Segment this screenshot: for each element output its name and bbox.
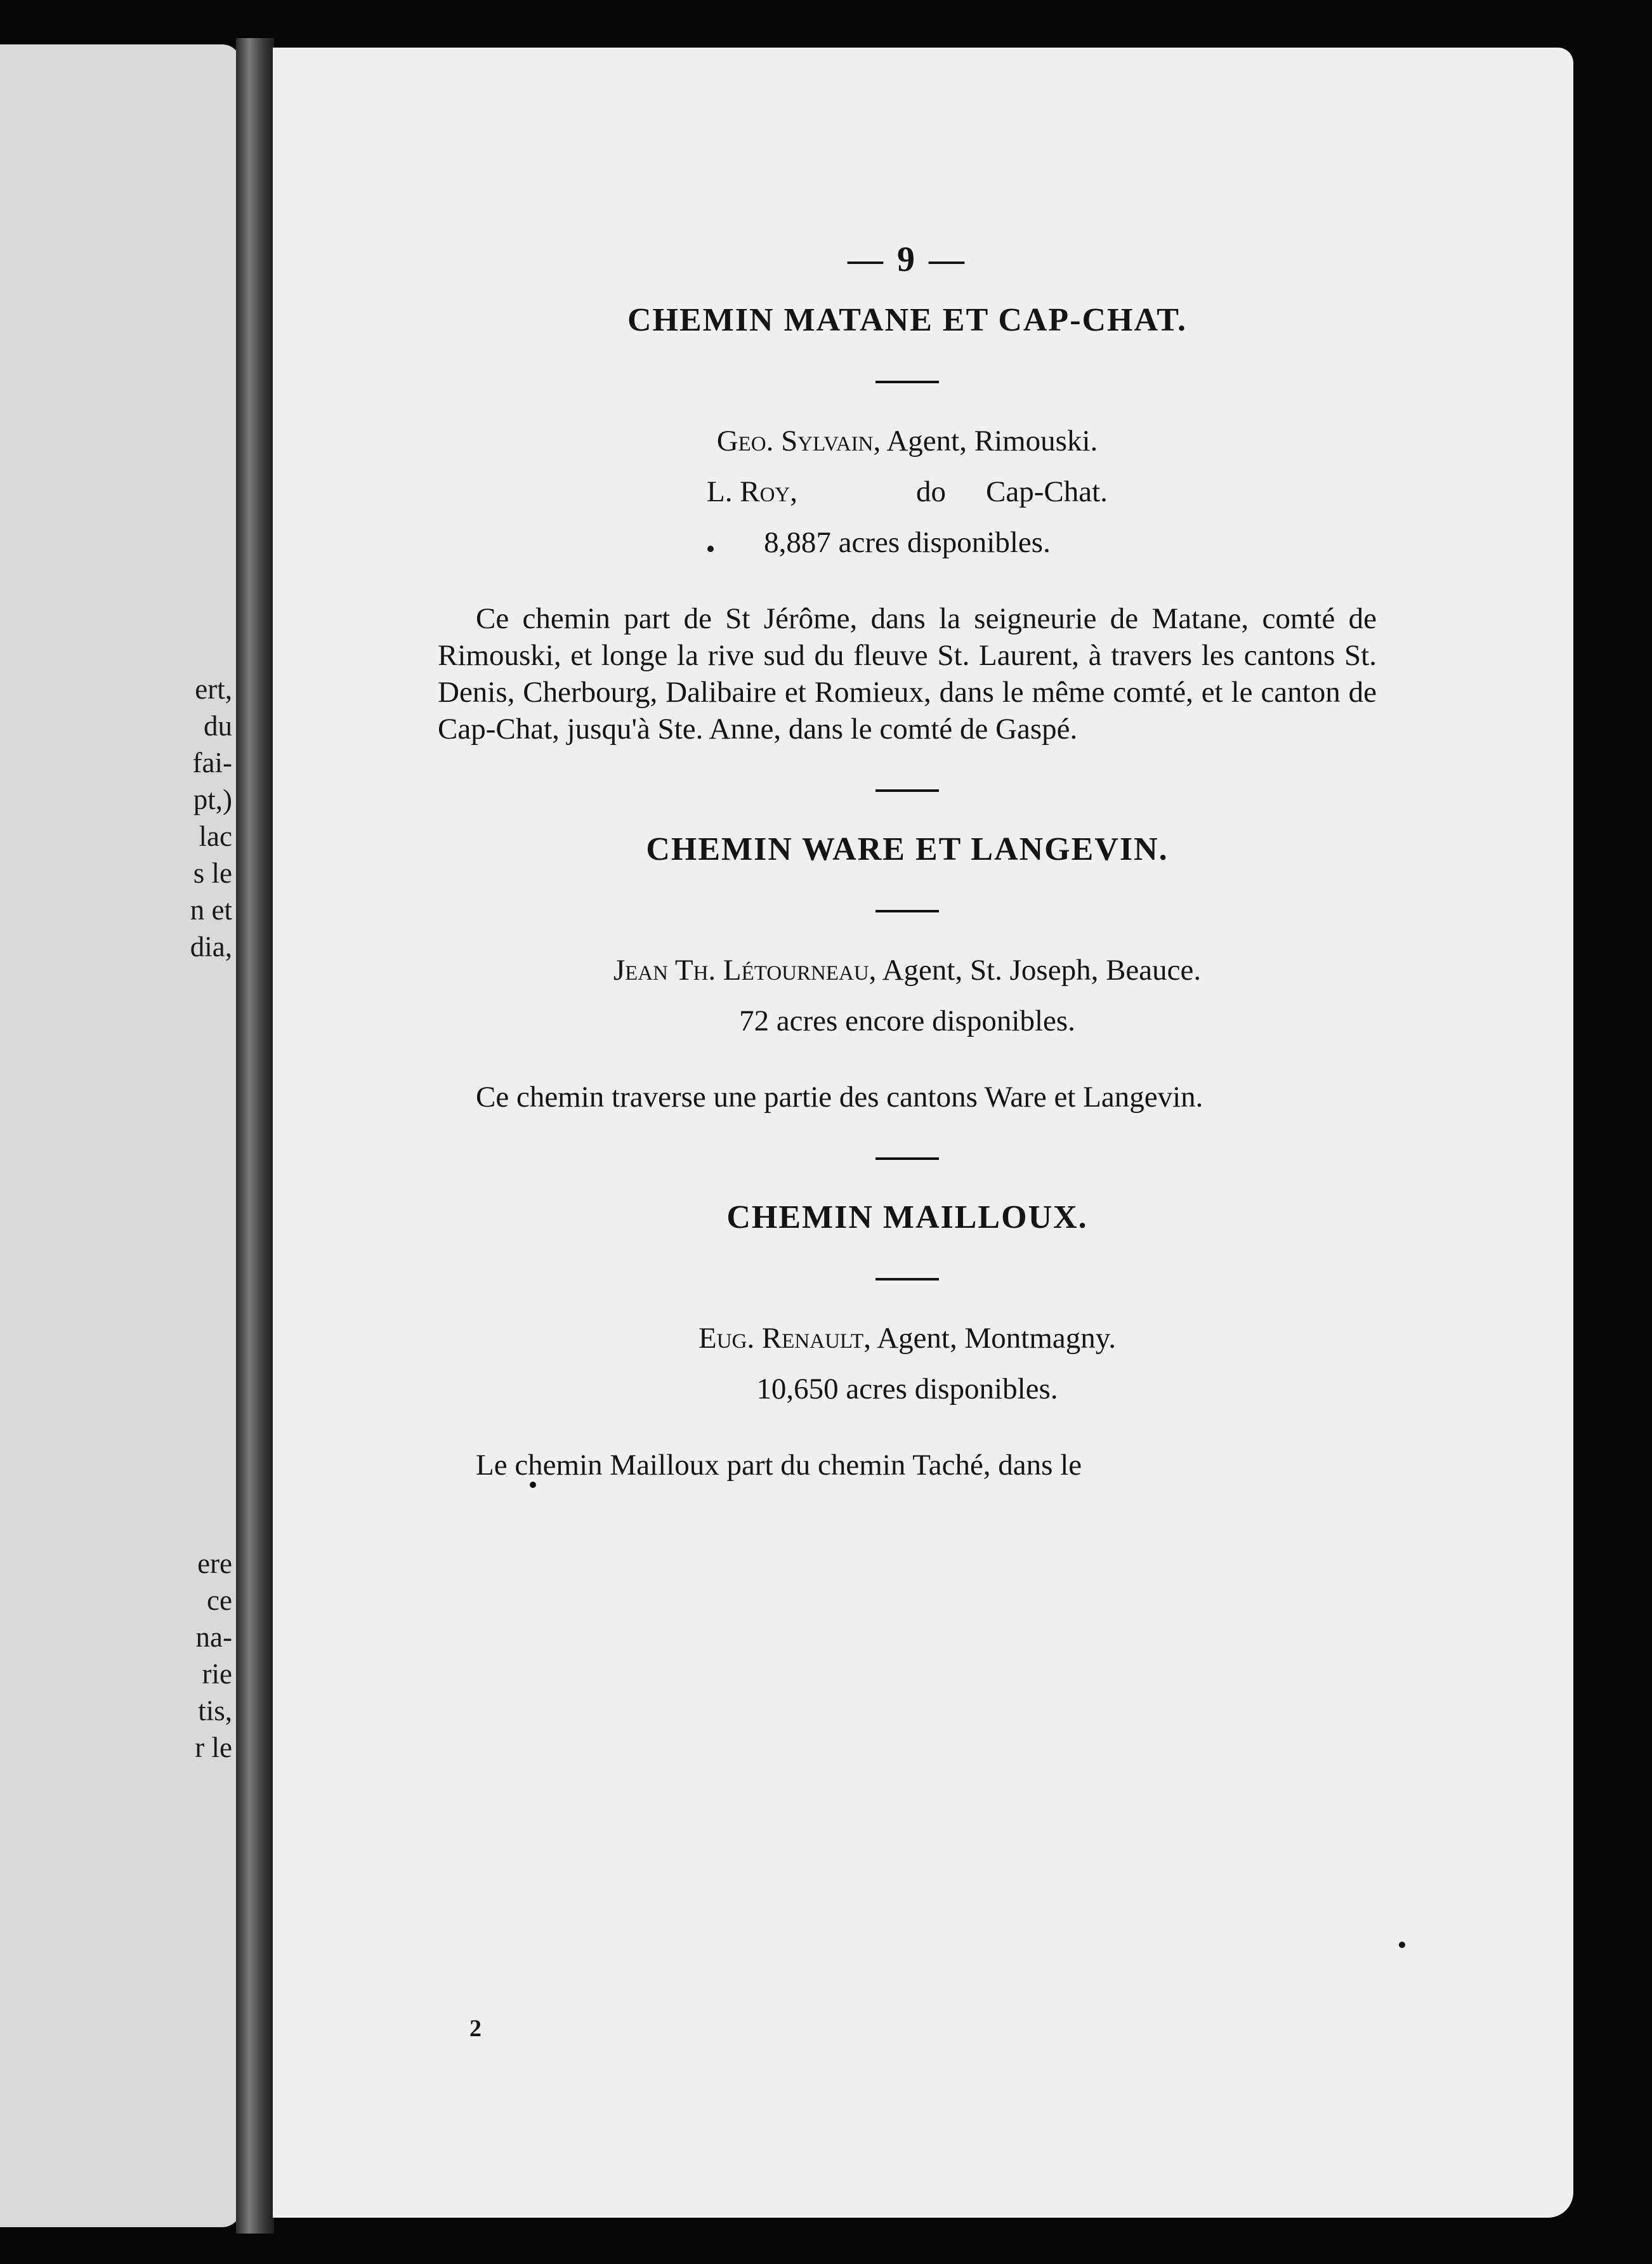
left-page-fragment: dia,	[190, 931, 232, 963]
left-page-fragment: ce	[207, 1584, 232, 1616]
left-page-fragment: tis,	[198, 1695, 232, 1727]
left-page-fragment: lac	[199, 820, 232, 852]
book-page	[273, 48, 1573, 2218]
left-page-fragment: na-	[195, 1621, 232, 1653]
left-page-fragment: pt,)	[193, 784, 232, 815]
section-heading: CHEMIN WARE ET LANGEVIN.	[646, 831, 1169, 867]
book-binding	[236, 38, 274, 2234]
agent-name: L. Roy,	[707, 475, 798, 508]
left-page-fragment: s le	[193, 857, 232, 889]
page-number: — 9 —	[848, 240, 967, 279]
ditto-mark: do	[916, 475, 947, 508]
section-rule	[875, 789, 939, 792]
section-rule	[875, 381, 939, 383]
agent-line	[438, 1320, 1377, 1357]
agent-role: , Agent, Montmagny.	[863, 1322, 1116, 1355]
ink-speck	[1399, 1942, 1405, 1948]
left-page-fragment: ere	[197, 1548, 232, 1579]
section-rule	[875, 910, 939, 912]
section-rule	[875, 1278, 939, 1280]
acres-available: 72 acres encore disponibles.	[739, 1004, 1075, 1037]
agent-line	[438, 473, 1377, 510]
agent-place: Cap-Chat.	[986, 475, 1108, 508]
agent-name: Jean Th. Létourneau	[613, 954, 869, 987]
left-page-fragment: rie	[202, 1658, 232, 1690]
section-paragraph: Ce chemin part de St Jérôme, dans la seigneurie de Matane, comté de Rimouski, et longe la rive sud du fleuve St. Laurent, à travers les cantons St. Denis, Cherbourg, Dalibaire et Romieux, dans le même comté, et le canton de Cap-Chat, jusqu'à Ste. Anne, dans le comté de Gaspé.	[438, 602, 1377, 746]
left-page-fragment: fai-	[192, 747, 232, 779]
left-page-fragment: ert,	[195, 673, 232, 705]
section-heading: CHEMIN MATANE ET CAP-CHAT.	[627, 302, 1188, 338]
signature-mark: 2	[469, 2015, 482, 2042]
agent-name: Geo. Sylvain	[716, 425, 874, 457]
section-paragraph: Ce chemin traverse une partie des cantons Ware et Langevin.	[476, 1081, 1203, 1114]
agent-role: , Agent, Rimouski.	[873, 425, 1098, 457]
left-page-fragment: n et	[190, 894, 232, 926]
agent-line	[438, 952, 1377, 989]
left-page-fragment: r le	[195, 1732, 232, 1763]
section-rule	[875, 1157, 939, 1160]
agent-role: , Agent, St. Joseph, Beauce.	[869, 954, 1202, 987]
section-paragraph: Le chemin Mailloux part du chemin Taché, dans le	[476, 1449, 1082, 1482]
agent-name: Eug. Renault	[698, 1322, 864, 1355]
left-page-fragment: du	[204, 710, 232, 742]
section-heading: CHEMIN MAILLOUX.	[726, 1199, 1088, 1235]
page-content	[438, 241, 1377, 1484]
agent-line	[438, 423, 1377, 459]
left-page-edge	[0, 44, 241, 2227]
acres-available: 10,650 acres disponibles.	[756, 1372, 1058, 1405]
acres-available: 8,887 acres disponibles.	[764, 526, 1051, 559]
